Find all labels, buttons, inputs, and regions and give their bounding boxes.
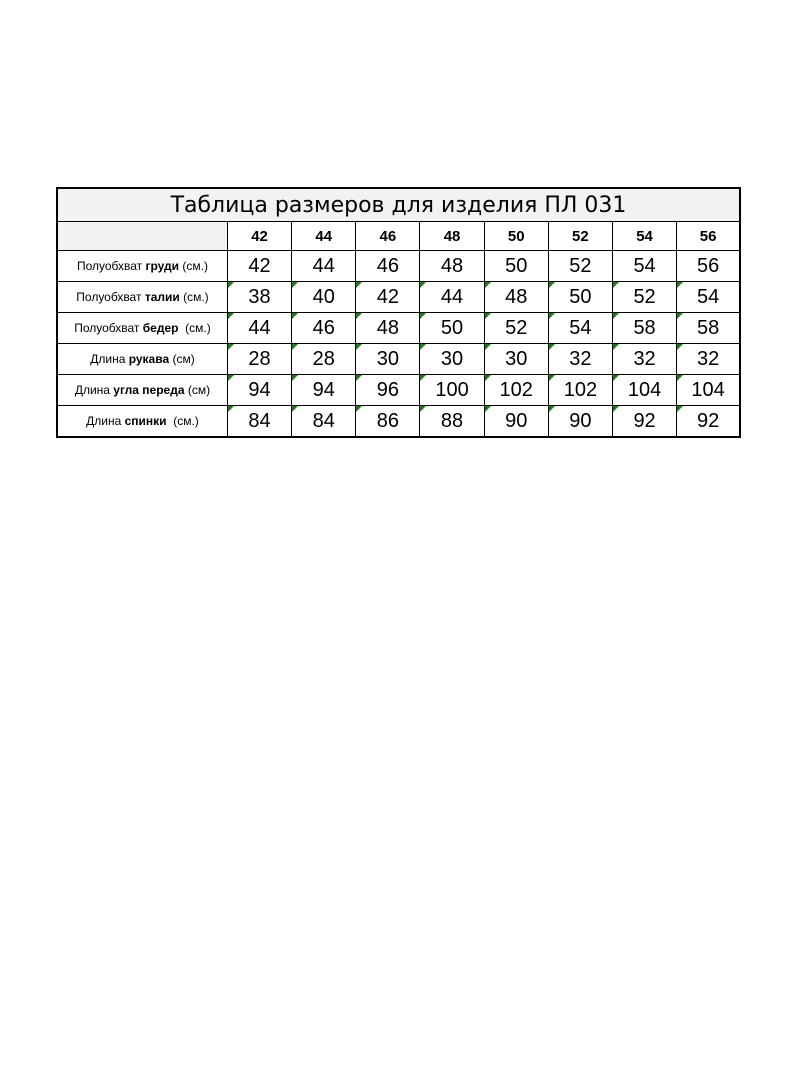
value-cell xyxy=(612,344,676,375)
value-text: 44 xyxy=(248,316,271,339)
size-header-54: 54 xyxy=(612,222,676,251)
size-header-50: 50 xyxy=(484,222,548,251)
value-text: 84 xyxy=(312,409,335,432)
value-text: 46 xyxy=(312,316,335,339)
value-text: 52 xyxy=(633,285,656,308)
value-cell xyxy=(420,344,484,375)
value-cell xyxy=(227,313,291,344)
value-text: 54 xyxy=(569,316,592,339)
comment-marker-icon xyxy=(613,313,619,319)
value-text: 50 xyxy=(440,316,464,339)
value-text: 58 xyxy=(696,316,720,339)
comment-marker-icon xyxy=(228,344,234,350)
value-text: 94 xyxy=(248,378,271,401)
value-text: 32 xyxy=(633,347,656,370)
title-row xyxy=(57,188,740,222)
value-cell xyxy=(227,344,291,375)
comment-marker-icon xyxy=(228,375,234,381)
value-cell xyxy=(677,344,740,375)
comment-marker-icon xyxy=(420,406,426,412)
value-cell xyxy=(356,282,420,313)
value-cell xyxy=(227,375,291,406)
value-cell xyxy=(548,406,612,438)
value-text: 54 xyxy=(696,285,720,308)
comment-marker-icon xyxy=(356,406,362,412)
comment-marker-icon xyxy=(420,344,426,350)
comment-marker-icon xyxy=(677,406,683,412)
value-cell xyxy=(292,251,356,282)
value-text: 48 xyxy=(505,285,528,308)
value-cell xyxy=(548,313,612,344)
value-cell xyxy=(484,282,548,313)
measurement-label xyxy=(57,344,227,375)
label-prefix: Полуобхват xyxy=(76,290,145,304)
comment-marker-icon xyxy=(549,375,555,381)
label-keyword: талии xyxy=(144,290,180,304)
value-text: 96 xyxy=(376,378,399,401)
measurement-label xyxy=(57,251,227,282)
value-cell xyxy=(548,344,612,375)
value-cell xyxy=(420,282,484,313)
value-text: 40 xyxy=(312,285,335,308)
value-text: 50 xyxy=(505,254,528,277)
value-cell xyxy=(612,406,676,438)
value-cell xyxy=(292,375,356,406)
comment-marker-icon xyxy=(549,313,555,319)
value-cell xyxy=(356,375,420,406)
comment-marker-icon xyxy=(677,344,683,350)
comment-marker-icon xyxy=(420,375,426,381)
label-unit: (см) xyxy=(184,383,211,397)
comment-marker-icon xyxy=(549,282,555,288)
value-cell xyxy=(420,406,484,438)
value-cell xyxy=(227,406,291,438)
value-cell xyxy=(420,375,484,406)
comment-marker-icon xyxy=(228,313,234,319)
value-text: 32 xyxy=(696,347,720,370)
value-text: 44 xyxy=(440,285,464,308)
value-text: 104 xyxy=(691,378,725,401)
comment-marker-icon xyxy=(485,282,491,288)
size-header-48: 48 xyxy=(420,222,484,251)
comment-marker-icon xyxy=(549,344,555,350)
header-corner-cell xyxy=(57,222,227,251)
size-table xyxy=(56,187,741,438)
value-text: 42 xyxy=(248,254,271,277)
value-cell xyxy=(227,282,291,313)
value-cell xyxy=(420,313,484,344)
label-keyword: груди xyxy=(145,259,180,273)
label-prefix: Полуобхват xyxy=(74,321,143,335)
value-cell xyxy=(292,406,356,438)
value-text: 54 xyxy=(633,254,656,277)
comment-marker-icon xyxy=(613,282,619,288)
value-text: 30 xyxy=(376,347,399,370)
comment-marker-icon xyxy=(292,282,298,288)
value-text: 90 xyxy=(505,409,528,432)
value-cell xyxy=(292,344,356,375)
value-cell xyxy=(484,251,548,282)
comment-marker-icon xyxy=(356,375,362,381)
comment-marker-icon xyxy=(420,282,426,288)
label-unit: (см.) xyxy=(179,290,209,304)
value-cell xyxy=(612,251,676,282)
value-cell xyxy=(484,406,548,438)
comment-marker-icon xyxy=(613,375,619,381)
value-text: 42 xyxy=(376,285,399,308)
label-unit: (см) xyxy=(169,352,195,366)
value-text: 32 xyxy=(569,347,592,370)
value-text: 84 xyxy=(248,409,271,432)
value-text: 48 xyxy=(376,316,399,339)
size-header-42: 42 xyxy=(227,222,291,251)
comment-marker-icon xyxy=(613,344,619,350)
comment-marker-icon xyxy=(228,406,234,412)
value-text: 86 xyxy=(376,409,399,432)
label-prefix: Полуобхват xyxy=(76,259,146,273)
value-text: 88 xyxy=(440,409,464,432)
value-cell xyxy=(677,251,740,282)
size-header-46: 46 xyxy=(356,222,420,251)
measurement-label xyxy=(57,313,227,344)
comment-marker-icon xyxy=(228,282,234,288)
value-text: 28 xyxy=(248,347,271,370)
value-cell xyxy=(484,344,548,375)
value-text: 104 xyxy=(627,378,662,401)
value-text: 102 xyxy=(563,378,598,401)
comment-marker-icon xyxy=(677,313,683,319)
comment-marker-icon xyxy=(485,313,491,319)
value-text: 58 xyxy=(633,316,656,339)
size-header-56: 56 xyxy=(677,222,740,251)
value-cell xyxy=(356,313,420,344)
value-text: 44 xyxy=(312,254,335,277)
value-text: 56 xyxy=(696,254,720,277)
value-text: 52 xyxy=(569,254,592,277)
value-cell xyxy=(420,251,484,282)
value-text: 100 xyxy=(435,378,469,401)
comment-marker-icon xyxy=(485,406,491,412)
value-cell xyxy=(677,375,740,406)
value-text: 90 xyxy=(569,409,592,432)
label-keyword: рукава xyxy=(128,352,170,366)
label-prefix: Длина xyxy=(86,414,125,428)
comment-marker-icon xyxy=(292,344,298,350)
measurement-row xyxy=(57,251,740,282)
size-header-row xyxy=(57,222,740,251)
comment-marker-icon xyxy=(549,406,555,412)
value-cell xyxy=(677,406,740,438)
comment-marker-icon xyxy=(292,406,298,412)
measurement-row xyxy=(57,375,740,406)
value-cell xyxy=(356,344,420,375)
value-cell xyxy=(292,282,356,313)
value-text: 92 xyxy=(696,409,720,432)
value-text: 30 xyxy=(440,347,464,370)
comment-marker-icon xyxy=(356,344,362,350)
value-cell xyxy=(548,282,612,313)
comment-marker-icon xyxy=(485,344,491,350)
value-text: 52 xyxy=(505,316,528,339)
value-text: 28 xyxy=(312,347,335,370)
size-header-44: 44 xyxy=(292,222,356,251)
label-prefix: Длина xyxy=(90,352,129,366)
comment-marker-icon xyxy=(420,313,426,319)
value-text: 94 xyxy=(312,378,335,401)
comment-marker-icon xyxy=(613,406,619,412)
measurement-label xyxy=(57,282,227,313)
value-cell xyxy=(292,313,356,344)
value-cell xyxy=(356,406,420,438)
label-prefix: Длина xyxy=(74,383,114,397)
label-keyword: спинки xyxy=(124,414,167,428)
comment-marker-icon xyxy=(485,375,491,381)
measurement-label xyxy=(57,375,227,406)
measurement-row xyxy=(57,406,740,438)
value-text: 48 xyxy=(440,254,464,277)
value-text: 30 xyxy=(505,347,528,370)
comment-marker-icon xyxy=(356,282,362,288)
table-title: Таблица размеров для изделия ПЛ 031 xyxy=(57,188,740,222)
measurement-row xyxy=(57,344,740,375)
value-cell xyxy=(548,251,612,282)
measurement-row xyxy=(57,282,740,313)
comment-marker-icon xyxy=(356,313,362,319)
value-text: 102 xyxy=(499,378,533,401)
measurement-rows xyxy=(57,251,740,438)
value-text: 46 xyxy=(376,254,399,277)
label-unit: (см.) xyxy=(166,414,199,428)
value-cell xyxy=(612,313,676,344)
value-text: 38 xyxy=(248,285,271,308)
value-cell xyxy=(484,375,548,406)
value-cell xyxy=(612,375,676,406)
value-cell xyxy=(548,375,612,406)
value-cell xyxy=(227,251,291,282)
value-cell xyxy=(677,313,740,344)
value-cell xyxy=(612,282,676,313)
label-keyword: бедер xyxy=(142,321,179,335)
label-unit: (см.) xyxy=(179,259,208,273)
label-keyword: угла переда xyxy=(113,383,185,397)
value-cell xyxy=(677,282,740,313)
value-cell xyxy=(484,313,548,344)
comment-marker-icon xyxy=(677,282,683,288)
value-text: 50 xyxy=(569,285,592,308)
comment-marker-icon xyxy=(677,375,683,381)
value-text: 92 xyxy=(633,409,656,432)
comment-marker-icon xyxy=(292,313,298,319)
comment-marker-icon xyxy=(292,375,298,381)
measurement-row xyxy=(57,313,740,344)
size-header-52: 52 xyxy=(548,222,612,251)
label-unit: (см.) xyxy=(178,321,211,335)
measurement-label xyxy=(57,406,227,438)
value-cell xyxy=(356,251,420,282)
